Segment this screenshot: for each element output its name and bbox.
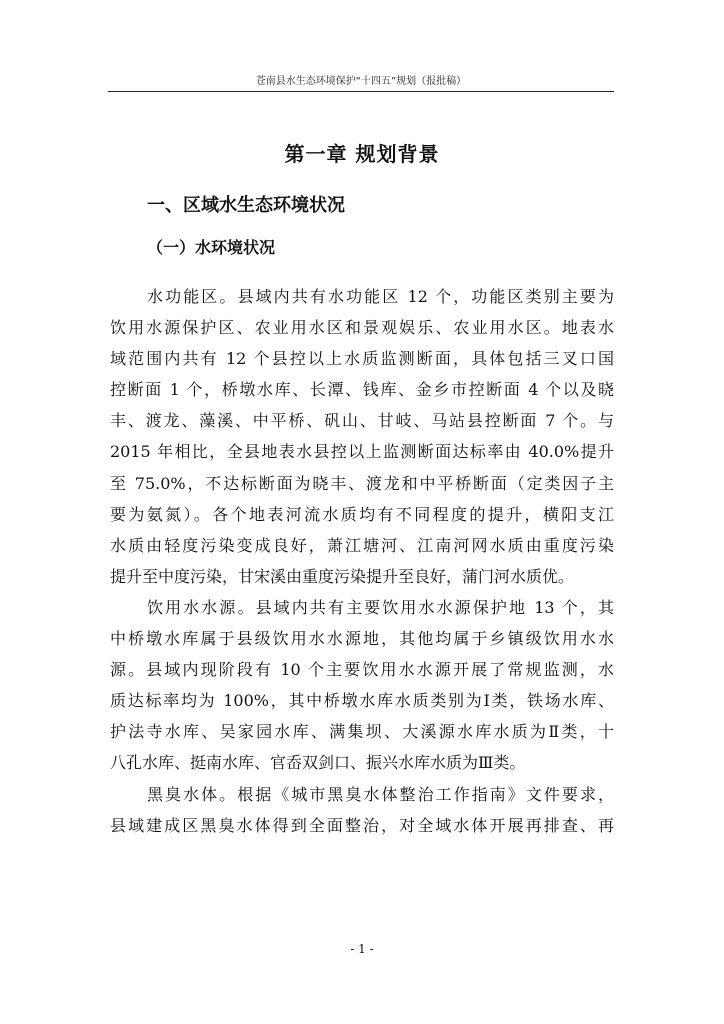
paragraph-line: 域范围内共有 12 个县控以上水质监测断面，具体包括三叉口国 bbox=[110, 349, 614, 369]
paragraph-line: 至 75.0%，不达标断面为晓丰、渡龙和中平桥断面（定类因子主 bbox=[110, 473, 614, 493]
header-rule bbox=[108, 91, 614, 92]
paragraph-line: 护法寺水库、吴家园水库、满集坝、大溪源水库水质为Ⅱ类，十 bbox=[110, 722, 614, 742]
chapter-title: 第一章 规划背景 bbox=[284, 142, 440, 166]
paragraph-line: 丰、渡龙、藻溪、中平桥、矾山、甘岐、马站县控断面 7 个。与 bbox=[110, 411, 614, 431]
paragraph-line: 黑臭水体。根据《城市黑臭水体整治工作指南》文件要求， bbox=[147, 784, 614, 804]
paragraph-line: 饮用水水源。县域内共有主要饮用水水源保护地 13 个，其 bbox=[147, 597, 614, 617]
paragraph-line: 饮用水源保护区、农业用水区和景观娱乐、农业用水区。地表水 bbox=[110, 318, 614, 338]
paragraph-line: 控断面 1 个，桥墩水库、长潭、钱库、金乡市控断面 4 个以及晓 bbox=[110, 380, 614, 400]
paragraph-line: 中桥墩水库属于县级饮用水水源地，其他均属于乡镇级饮用水水 bbox=[110, 629, 614, 649]
paragraph-line: 提升至中度污染，甘宋溪由重度污染提升至良好，蒲门河水质优。 bbox=[110, 566, 575, 586]
running-header: 苍南县水生态环境保护“十四五”规划（报批稿） bbox=[255, 76, 467, 87]
paragraph-line: 要为氨氮）。各个地表河流水质均有不同程度的提升，横阳支江 bbox=[110, 504, 614, 524]
page-number: - 1 - bbox=[350, 942, 374, 956]
paragraph-line: 水质由轻度污染变成良好，萧江塘河、江南河网水质由重度污染 bbox=[110, 535, 614, 555]
paragraph-line: 水功能区。县域内共有水功能区 12 个，功能区类别主要为 bbox=[147, 287, 614, 306]
paragraph-line: 质达标率均为 100%，其中桥墩水库水质类别为Ⅰ类，铁场水库、 bbox=[110, 691, 614, 711]
paragraph-line: 县域建成区黑臭水体得到全面整治，对全域水体开展再排查、再 bbox=[110, 815, 614, 835]
paragraph-line: 八孔水库、挺南水库、官岙双剑口、振兴水库水质为Ⅲ类。 bbox=[110, 753, 526, 773]
body-text bbox=[110, 281, 614, 841]
paragraph-line: 2015 年相比，全县地表水县控以上监测断面达标率由 40.0%提升 bbox=[110, 442, 614, 462]
paragraph-line: 源。县域内现阶段有 10 个主要饮用水水源开展了常规监测，水 bbox=[110, 660, 614, 680]
subsection-title: （一）水环境状况 bbox=[147, 238, 276, 257]
section-title: 一、区域水生态环境状况 bbox=[147, 195, 345, 216]
